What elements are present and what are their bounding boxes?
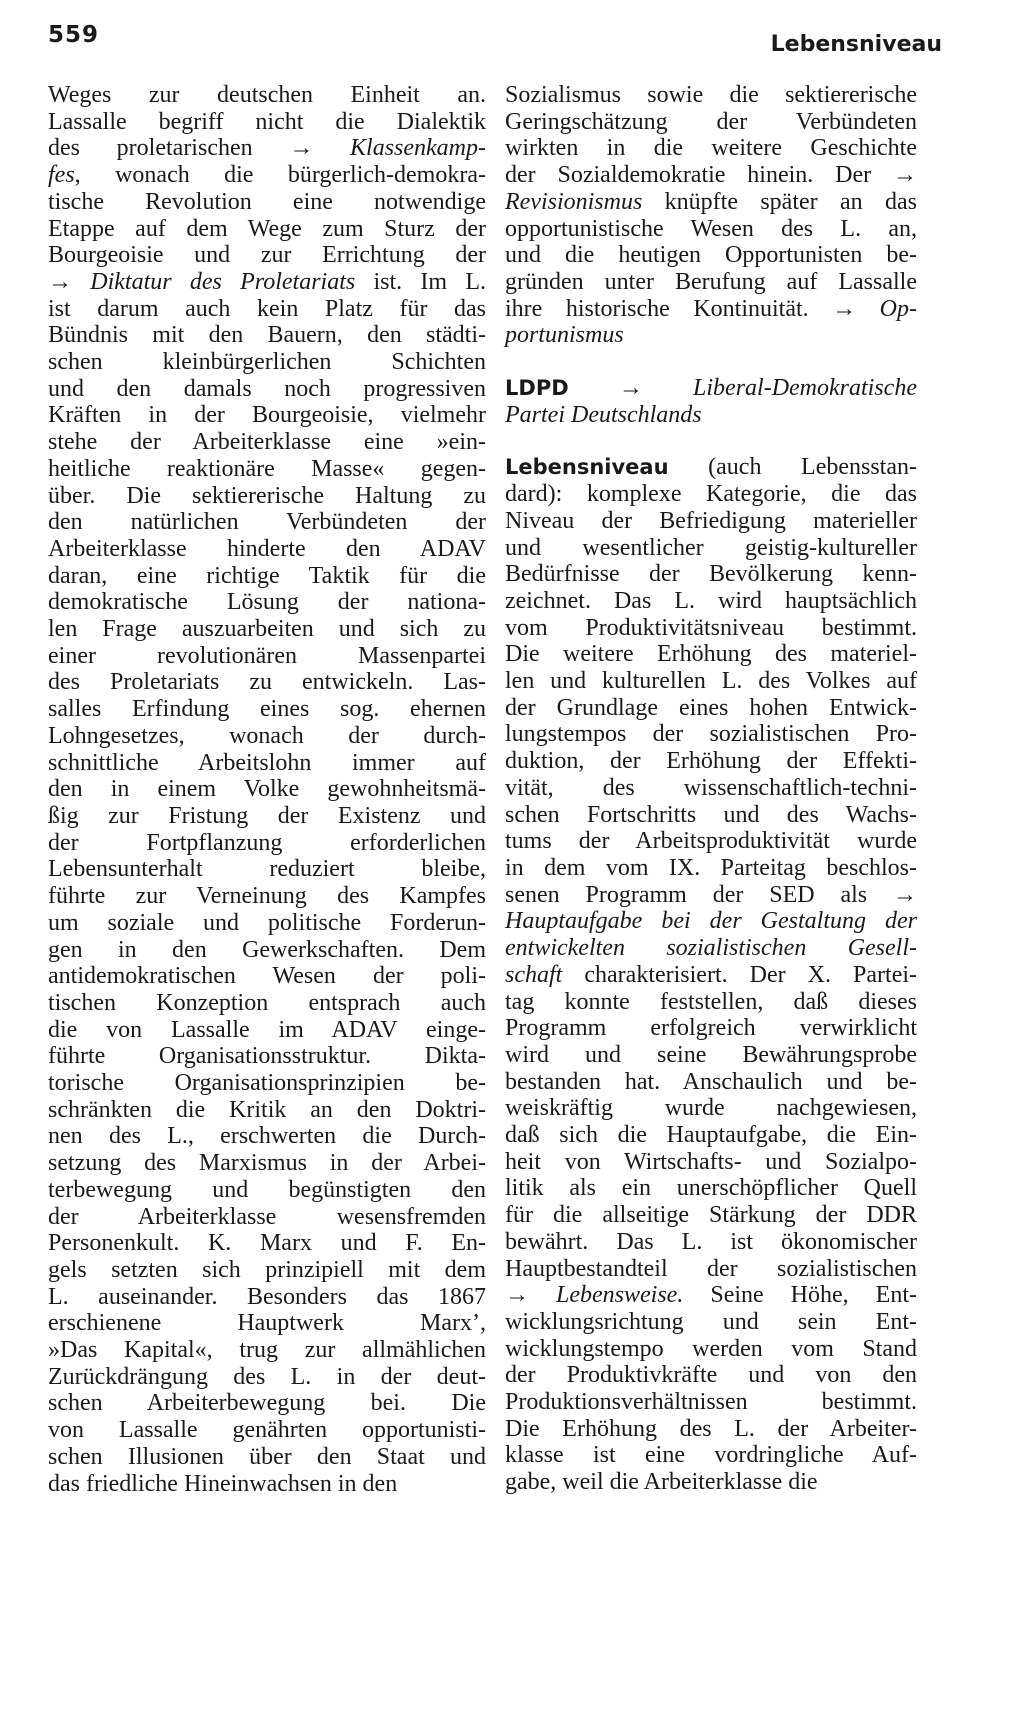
body-text: der Fortpflanzung erforderlichen: [48, 829, 486, 856]
text-line: [505, 855, 917, 882]
body-text: des Proletariats zu entwickeln. Las-: [48, 669, 486, 696]
body-text: dard): komplexe Kategorie, die das: [505, 481, 917, 508]
body-text: litik als ein unerschöpflicher Quell: [505, 1175, 917, 1202]
body-text: heitliche reaktionäre Masse« gegen-: [48, 455, 486, 482]
body-text: führte zur Verneinung des Kampfes: [48, 883, 486, 910]
cross-reference: Klassenkamp-: [313, 135, 487, 162]
body-text: Bourgeoisie und zur Errichtung der: [48, 242, 486, 269]
body-text: des proletarischen: [48, 135, 290, 162]
text-line: [48, 1257, 486, 1284]
body-text: über. Die sektiererische Haltung zu: [48, 482, 486, 509]
text-line: [505, 109, 917, 136]
text-line: [48, 856, 486, 883]
body-text: und wesentlicher geistig-kultureller: [505, 534, 917, 561]
text-line: [48, 1204, 486, 1231]
text-line: [48, 269, 486, 296]
body-text: knüpfte später an das: [642, 188, 917, 215]
cross-reference: fes: [48, 162, 75, 189]
cross-reference: portunismus: [505, 322, 624, 349]
text-line: [48, 1471, 486, 1498]
text-line: [48, 1310, 486, 1337]
cross-reference-arrow-icon: →: [568, 375, 694, 402]
cross-reference: Liberal-Demokratische: [693, 375, 917, 402]
text-line: [48, 563, 486, 590]
body-text: vom Produktivitätsniveau bestimmt.: [505, 614, 917, 641]
body-text: schen kleinbürgerlichen Schichten: [48, 349, 486, 376]
cross-reference-arrow-icon: →: [289, 135, 314, 162]
text-line: [48, 109, 486, 136]
body-text: tag konnte feststellen, daß dieses: [505, 988, 917, 1015]
cross-reference: schaft: [505, 961, 563, 988]
body-text: schen Fortschritts und des Wachs-: [505, 801, 917, 828]
cross-reference: Hauptaufgabe bei der Gestaltung der: [505, 908, 917, 935]
body-text: der Arbeiterklasse wesensfremden: [48, 1203, 486, 1230]
text-line: [48, 1337, 486, 1364]
text-line: [48, 830, 486, 857]
left-column: [48, 82, 486, 1497]
text-line: [48, 376, 486, 403]
text-line: [505, 189, 917, 216]
text-line: [48, 135, 486, 162]
cross-reference-arrow-icon: →: [893, 881, 917, 908]
text-line: [505, 1229, 917, 1256]
body-text: Lassalle begriff nicht die Dialektik: [48, 108, 486, 135]
text-line: [48, 696, 486, 723]
text-line: [505, 1336, 917, 1363]
cross-reference: entwickelten sozialistischen Gesell-: [505, 935, 917, 962]
body-text: für die allseitige Stärkung der DDR: [505, 1202, 917, 1229]
body-text: tische Revolution eine notwendige: [48, 188, 486, 215]
text-line: [505, 1389, 917, 1416]
body-text: L. auseinander. Besonders das 1867: [48, 1283, 486, 1310]
body-text: weiskräftig wurde nachgewiesen,: [505, 1095, 917, 1122]
body-text: len Frage auszuarbeiten und sich zu: [48, 616, 486, 643]
running-head: Lebensniveau: [770, 32, 942, 57]
text-line: [48, 669, 486, 696]
body-text: Die Erhöhung des L. der Arbeiter-: [505, 1415, 917, 1442]
text-line: [505, 481, 917, 508]
text-line: [505, 82, 917, 109]
text-line: [505, 296, 917, 323]
body-text: wirkten in die weitere Geschichte: [505, 135, 917, 162]
body-text: Lebensunterhalt reduziert bleibe,: [48, 856, 486, 883]
cross-reference: Partei Deutschlands: [505, 401, 702, 428]
text-line: [505, 1015, 917, 1042]
body-text: führte Organisationsstruktur. Dikta-: [48, 1043, 486, 1070]
text-line: [48, 1284, 486, 1311]
body-text: der Sozialdemokratie hinein. Der: [505, 162, 893, 189]
body-text: Niveau der Befriedigung materieller: [505, 507, 917, 534]
page-header: [48, 22, 942, 62]
text-line: [505, 1149, 917, 1176]
text-line: [505, 1095, 917, 1122]
text-line: [505, 1202, 917, 1229]
body-text: (auch Lebensstan-: [668, 454, 917, 481]
body-text: gen in den Gewerkschaften. Dem: [48, 936, 486, 963]
body-text: ihre historische Kontinuität.: [505, 295, 833, 322]
text-line: [505, 454, 917, 481]
body-text: charakterisiert. Der X. Partei-: [562, 961, 917, 988]
text-line: [48, 1070, 486, 1097]
body-text: Bündnis mit den Bauern, den städti-: [48, 322, 486, 349]
entry-gap: [505, 428, 917, 454]
body-text: torische Organisationsprinzipien be-: [48, 1070, 486, 1097]
body-text: terbewegung und begünstigten den: [48, 1176, 486, 1203]
body-text: Sozialismus sowie die sektiererische: [505, 82, 917, 108]
body-text: einer revolutionären Massenpartei: [48, 642, 486, 669]
right-column: [505, 82, 917, 1496]
body-text: in dem vom IX. Parteitag beschlos-: [505, 854, 917, 881]
text-line: [505, 828, 917, 855]
body-text: zeichnet. Das L. wird hauptsächlich: [505, 587, 917, 614]
body-text: lungstempos der sozialistischen Pro-: [505, 721, 917, 748]
text-line: [505, 1282, 917, 1309]
text-line: [505, 908, 917, 935]
body-text: , wonach die bürgerlich-demokra-: [74, 162, 486, 189]
text-line: [48, 1364, 486, 1391]
body-text: die von Lassalle im ADAV einge-: [48, 1016, 486, 1043]
text-line: [505, 1175, 917, 1202]
body-text: nen des L., erschwerten die Durch-: [48, 1123, 486, 1150]
text-line: [48, 750, 486, 777]
text-line: [48, 349, 486, 376]
text-line: [505, 375, 917, 402]
text-line: [505, 162, 917, 189]
page-number: 559: [48, 22, 100, 48]
entry-term: LDPD: [505, 376, 569, 401]
text-line: [48, 1097, 486, 1124]
text-line: [505, 989, 917, 1016]
text-line: [505, 695, 917, 722]
body-text: schen Illusionen über den Staat und: [48, 1443, 486, 1470]
text-line: [505, 775, 917, 802]
text-line: [48, 803, 486, 830]
body-text: tischen Konzeption entsprach auch: [48, 989, 486, 1016]
body-text: und den damals noch progressiven: [48, 375, 486, 402]
body-text: Die weitere Erhöhung des materiel-: [505, 641, 917, 668]
text-line: [48, 536, 486, 563]
text-line: [48, 483, 486, 510]
body-text: salles Erfindung eines sog. ehernen: [48, 696, 486, 723]
text-line: [505, 1042, 917, 1069]
text-line: [505, 1122, 917, 1149]
text-line: [48, 402, 486, 429]
body-text: Produktionsverhältnissen bestimmt.: [505, 1389, 917, 1416]
text-line: [505, 721, 917, 748]
body-text: wicklungsrichtung und sein Ent-: [505, 1308, 917, 1335]
text-line: [48, 883, 486, 910]
text-line: [48, 1230, 486, 1257]
text-line: [48, 296, 486, 323]
text-line: [505, 962, 917, 989]
text-line: [48, 82, 486, 109]
text-line: [505, 588, 917, 615]
body-text: Kräften in der Bourgeoisie, vielmehr: [48, 402, 486, 429]
cross-reference: Op-: [856, 295, 917, 322]
text-line: [48, 1444, 486, 1471]
text-line: [48, 1390, 486, 1417]
body-text: den in einem Volke gewohnheitsmä-: [48, 776, 486, 803]
body-text: stehe der Arbeiterklasse eine »ein-: [48, 429, 486, 456]
body-text: vität, des wissenschaftlich-techni-: [505, 774, 917, 801]
entry-gap: [505, 349, 917, 375]
text-line: [505, 508, 917, 535]
body-text: Weges zur deutschen Einheit an.: [48, 82, 486, 108]
text-line: [48, 429, 486, 456]
body-text: den natürlichen Verbündeten der: [48, 509, 486, 536]
text-line: [48, 1043, 486, 1070]
body-text: senen Programm der SED als: [505, 881, 893, 908]
text-line: [505, 615, 917, 642]
body-text: schen Arbeiterbewegung bei. Die: [48, 1390, 486, 1417]
text-line: [505, 216, 917, 243]
body-text: bewährt. Das L. ist ökonomischer: [505, 1228, 917, 1255]
cross-reference-arrow-icon: →: [832, 295, 857, 322]
text-line: [48, 910, 486, 937]
cross-reference: Revisionismus: [505, 188, 643, 215]
body-text: Programm erfolgreich verwirklicht: [505, 1015, 917, 1042]
body-text: das friedliche Hineinwachsen in den: [48, 1470, 398, 1497]
cross-reference: Diktatur des Proletariats: [72, 268, 356, 295]
text-line: [48, 189, 486, 216]
entry-term: Lebensniveau: [505, 455, 669, 480]
body-text: und die heutigen Opportunisten be-: [505, 242, 917, 269]
text-line: [48, 1417, 486, 1444]
text-line: [48, 1123, 486, 1150]
text-line: [505, 1309, 917, 1336]
body-text: Hauptbestandteil der sozialistischen: [505, 1255, 917, 1282]
text-line: [48, 1017, 486, 1044]
body-text: wicklungstempo werden vom Stand: [505, 1335, 917, 1362]
text-line: [48, 242, 486, 269]
body-text: erschienene Hauptwerk Marx’,: [48, 1310, 486, 1337]
text-line: [505, 1416, 917, 1443]
body-text: Arbeiterklasse hinderte den ADAV: [48, 535, 486, 562]
body-text: Bedürfnisse der Bevölkerung kenn-: [505, 561, 917, 588]
body-text: opportunistische Wesen des L. an,: [505, 215, 917, 242]
body-text: Lohngesetzes, wonach der durch-: [48, 722, 486, 749]
text-line: [48, 1150, 486, 1177]
text-line: [48, 643, 486, 670]
cross-reference-arrow-icon: →: [505, 1282, 529, 1309]
body-text: ßig zur Fristung der Existenz und: [48, 802, 486, 829]
text-line: [505, 935, 917, 962]
text-line: [48, 162, 486, 189]
body-text: schnittliche Arbeitslohn immer auf: [48, 749, 486, 776]
text-line: [505, 402, 917, 429]
text-line: [505, 1469, 917, 1496]
body-text: um soziale und politische Forderun-: [48, 909, 486, 936]
text-line: [48, 990, 486, 1017]
text-line: [505, 1362, 917, 1389]
text-line: [505, 668, 917, 695]
body-text: Seine Höhe, Ent-: [683, 1282, 917, 1309]
text-line: [505, 1442, 917, 1469]
body-text: ist. Im L.: [355, 268, 486, 295]
text-line: [48, 776, 486, 803]
cross-reference-arrow-icon: →: [48, 268, 72, 295]
body-text: ist darum auch kein Platz für das: [48, 295, 486, 322]
text-line: [505, 1069, 917, 1096]
body-text: daß sich die Hauptaufgabe, die Ein-: [505, 1122, 917, 1149]
body-text: tums der Arbeitsproduktivität wurde: [505, 828, 917, 855]
body-text: wird und seine Bewährungsprobe: [505, 1041, 917, 1068]
body-text: der Produktivkräfte und von den: [505, 1362, 917, 1389]
body-text: bestanden hat. Anschaulich und be-: [505, 1068, 917, 1095]
text-line: [48, 963, 486, 990]
body-text: Etappe auf dem Wege zum Sturz der: [48, 215, 486, 242]
cross-reference-arrow-icon: →: [893, 162, 917, 189]
body-text: der Grundlage eines hohen Entwick-: [505, 694, 917, 721]
cross-reference: Lebensweise.: [529, 1282, 684, 1309]
text-line: [48, 589, 486, 616]
body-text: daran, eine richtige Taktik für die: [48, 562, 486, 589]
body-text: klasse ist eine vordringliche Auf-: [505, 1442, 917, 1469]
body-text: heit von Wirtschafts- und Sozialpo-: [505, 1148, 917, 1175]
text-line: [505, 322, 917, 349]
text-line: [505, 1256, 917, 1283]
body-text: duktion, der Erhöhung der Effekti-: [505, 748, 917, 775]
text-line: [48, 456, 486, 483]
text-line: [48, 1177, 486, 1204]
body-text: »Das Kapital«, trug zur allmählichen: [48, 1337, 486, 1364]
body-text: Personenkult. K. Marx und F. En-: [48, 1230, 486, 1257]
body-text: gels setzten sich prinzipiell mit dem: [48, 1256, 486, 1283]
text-line: [505, 561, 917, 588]
text-line: [505, 535, 917, 562]
body-text: gründen unter Berufung auf Lassalle: [505, 268, 917, 295]
body-text: schränkten die Kritik an den Doktri-: [48, 1096, 486, 1123]
text-line: [505, 748, 917, 775]
body-text: gabe, weil die Arbeiterklasse die: [505, 1469, 818, 1496]
body-text: setzung des Marxismus in der Arbei-: [48, 1150, 486, 1177]
text-line: [48, 723, 486, 750]
text-line: [505, 802, 917, 829]
text-line: [48, 937, 486, 964]
body-text: demokratische Lösung der nationa-: [48, 589, 486, 616]
body-text: Geringschätzung der Verbündeten: [505, 108, 917, 135]
text-line: [48, 322, 486, 349]
text-line: [505, 641, 917, 668]
body-text: Zurückdrängung des L. in der deut-: [48, 1363, 486, 1390]
text-line: [505, 269, 917, 296]
body-text: len und kulturellen L. des Volkes auf: [505, 668, 917, 695]
text-line: [48, 216, 486, 243]
text-line: [505, 135, 917, 162]
body-text: von Lassalle genährten opportunisti-: [48, 1417, 486, 1444]
text-line: [48, 616, 486, 643]
body-text: antidemokratischen Wesen der poli-: [48, 963, 486, 990]
text-line: [48, 509, 486, 536]
text-line: [505, 882, 917, 909]
text-line: [505, 242, 917, 269]
